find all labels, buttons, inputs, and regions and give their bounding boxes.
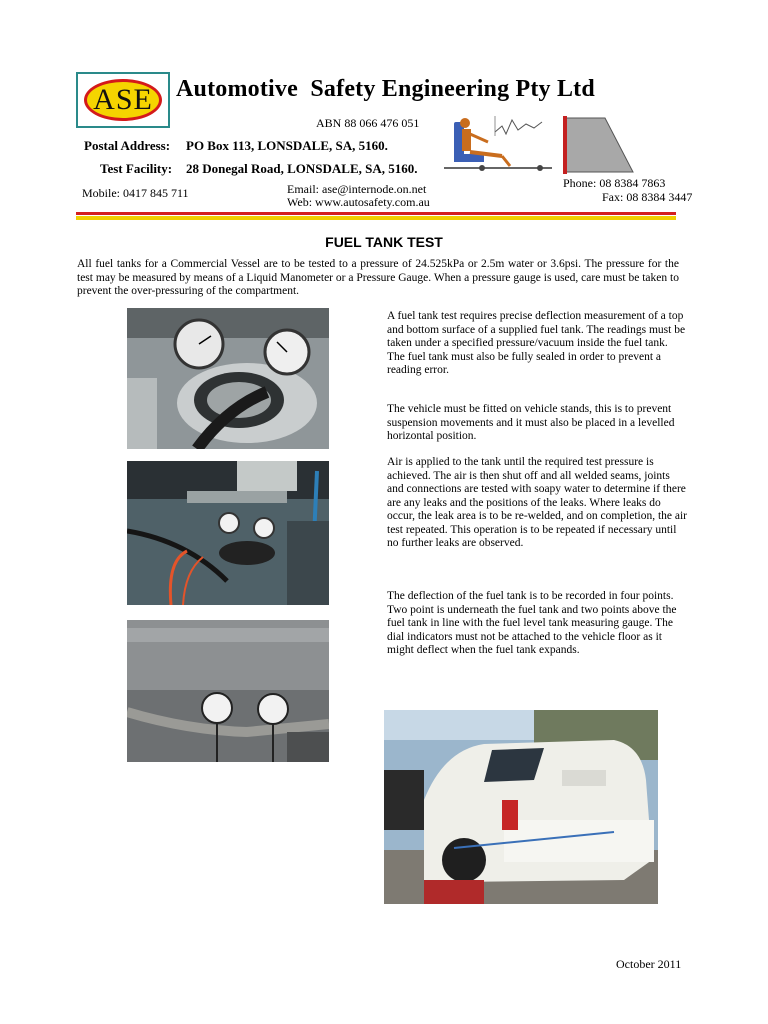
- photo-vehicle-on-stands: [384, 710, 658, 904]
- company-logo: [76, 72, 170, 128]
- document-date: October 2011: [616, 957, 682, 971]
- company-name: Automotive Safety Engineering Pty Ltd: [176, 76, 595, 102]
- header-divider-yellow: [76, 216, 676, 220]
- barrier-illustration: [563, 116, 635, 174]
- page-title: FUEL TANK TEST: [325, 234, 443, 250]
- facility-label: Test Facility:: [100, 161, 173, 176]
- photo-dial-gauges-top: [127, 308, 329, 449]
- header-divider-red: [76, 212, 676, 215]
- paragraph-vehicle-stands: The vehicle must be fitted on vehicle stands, this is to prevent suspension movements and it must also be placed in a levelled horizontal position.: [387, 403, 675, 442]
- fax-number: Fax: 08 8384 3447: [602, 190, 693, 204]
- photo-dial-gauges-boot: [127, 461, 329, 605]
- facility-address: 28 Donegal Road, LONSDALE, SA, 5160.: [186, 161, 418, 176]
- postal-address: PO Box 113, LONSDALE, SA, 5160.: [186, 138, 388, 153]
- abn-number: ABN 88 066 476 051: [316, 116, 420, 130]
- website: Web: www.autosafety.com.au: [287, 195, 430, 209]
- intro-paragraph: All fuel tanks for a Commercial Vessel are to be tested to a pressure of 24.525kPa or 2.5m water or 3.6psi. The pressure for the test may be measured by means of a Liquid Manometer or a Pressure Gauge. When a pressure gauge is used, care must be taken to prevent the over-pressuring of the compartment.: [77, 258, 679, 297]
- paragraph-deflection-points: The deflection of the fuel tank is to be recorded in four points. Two point is underneath the fuel tank and two points above the fuel tank in line with the fuel level tank measuring gauge. The dial indicators must not be attached to the vehicle floor as it might deflect when the fuel tank expands.: [387, 590, 677, 656]
- phone-number: Phone: 08 8384 7863: [563, 176, 666, 190]
- paragraph-deflection-measurement: A fuel tank test requires precise deflection measurement of a top and bottom surface of a supplied fuel tank. The readings must be taken under a specified pressure/vacuum inside the fuel tank. The fuel tank must also be fully sealed in order to prevent a reading error.: [387, 310, 686, 376]
- email-address: Email: ase@internode.on.net: [287, 182, 427, 196]
- photo-dial-gauges-underneath: [127, 620, 329, 762]
- postal-label: Postal Address:: [84, 138, 171, 153]
- logo-oval: [84, 79, 162, 121]
- mobile-number: Mobile: 0417 845 711: [82, 186, 189, 200]
- logo-text: ASE: [93, 83, 153, 116]
- crash-dummy-illustration: [440, 112, 555, 174]
- paragraph-air-test: Air is applied to the tank until the required test pressure is achieved. The air is then shut off and all welded seams, joints and connections are tested with soapy water to determine if there are any leaks and the positions of the leaks. Where leaks do occur, the leak area is to be re-welded, and on completion, the air test repeated. This operation is to be repeated if necessary until no further leaks are observed.: [387, 456, 688, 549]
